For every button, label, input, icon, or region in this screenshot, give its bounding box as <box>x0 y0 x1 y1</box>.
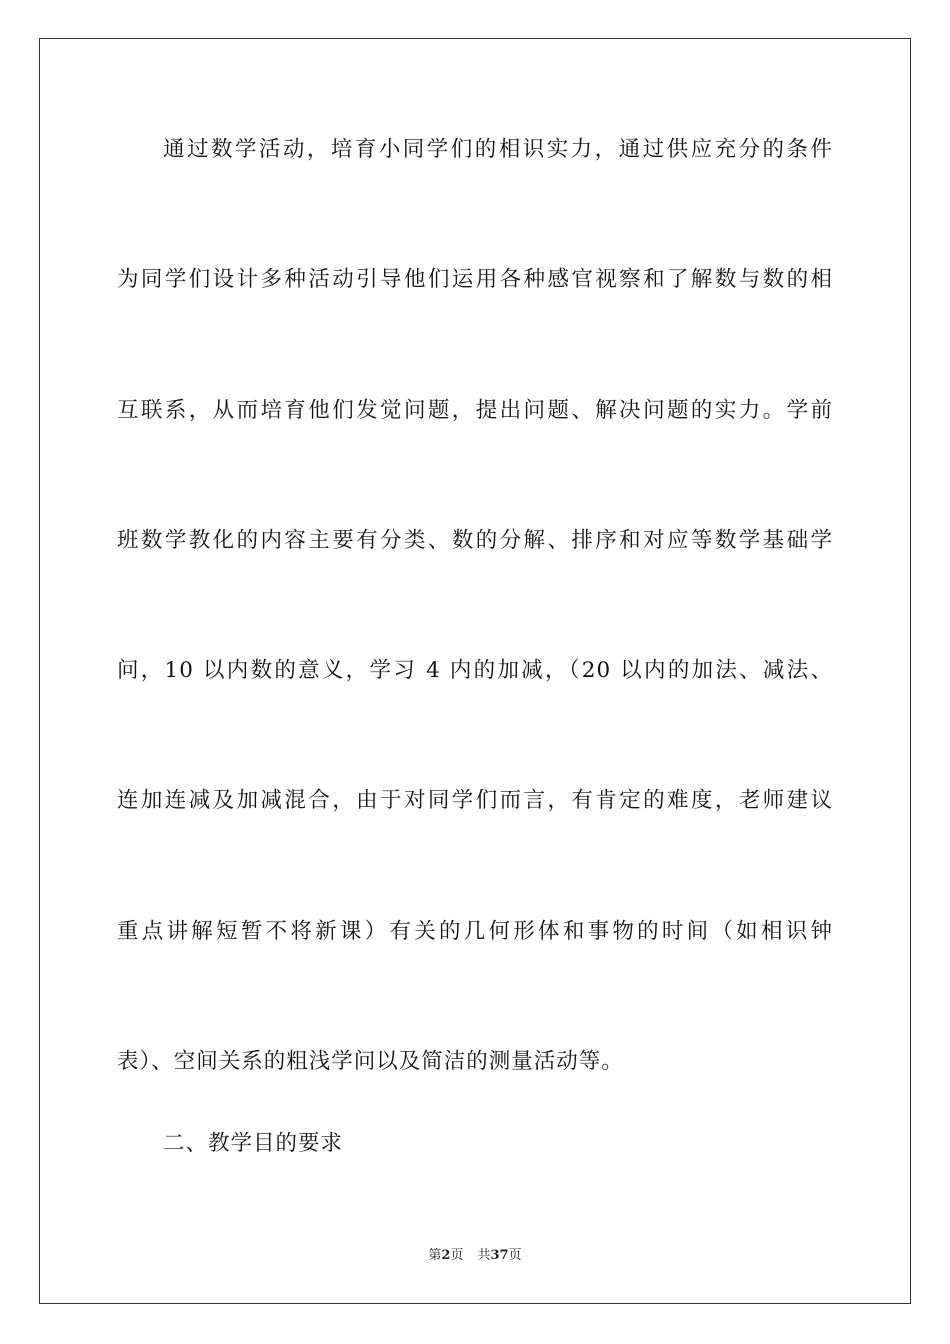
paragraph-line-5: 问，10 以内数的意义，学习 4 内的加减，（20 以内的加法、减法、 <box>117 658 833 684</box>
page-footer <box>0 1246 950 1266</box>
paragraph-line-7: 重点讲解短暂不将新课）有关的几何形体和事物的时间（如相识钟 <box>117 918 833 944</box>
footer-total-pages: 37 <box>490 1248 509 1263</box>
footer-total-suffix: 页 <box>508 1248 522 1263</box>
paragraph-line-4: 班数学教化的内容主要有分类、数的分解、排序和对应等数学基础学 <box>117 527 833 553</box>
footer-page-number: 2 <box>441 1248 451 1263</box>
paragraph-line-2: 为同学们设计多种活动引导他们运用各种感官视察和了解数与数的相 <box>117 267 833 293</box>
paragraph-line-8: 表）、空间关系的粗浅学问以及简洁的测量活动等。 <box>117 1049 624 1075</box>
footer-page-prefix: 第 <box>428 1248 442 1263</box>
footer-total-prefix: 共 <box>477 1248 491 1263</box>
footer-page-suffix: 页 <box>450 1248 464 1263</box>
paragraph-line-1: 通过数学活动，培育小同学们的相识实力，通过供应充分的条件 <box>163 137 833 162</box>
section-heading: 二、教学目的要求 <box>163 1131 344 1156</box>
body-paragraph <box>117 129 833 1171</box>
paragraph-line-3: 互联系，从而培育他们发觉问题，提出问题、解决问题的实力。学前 <box>117 397 833 423</box>
paragraph-line-6: 连加连减及加减混合，由于对同学们而言，有肯定的难度，老师建议 <box>117 788 833 814</box>
